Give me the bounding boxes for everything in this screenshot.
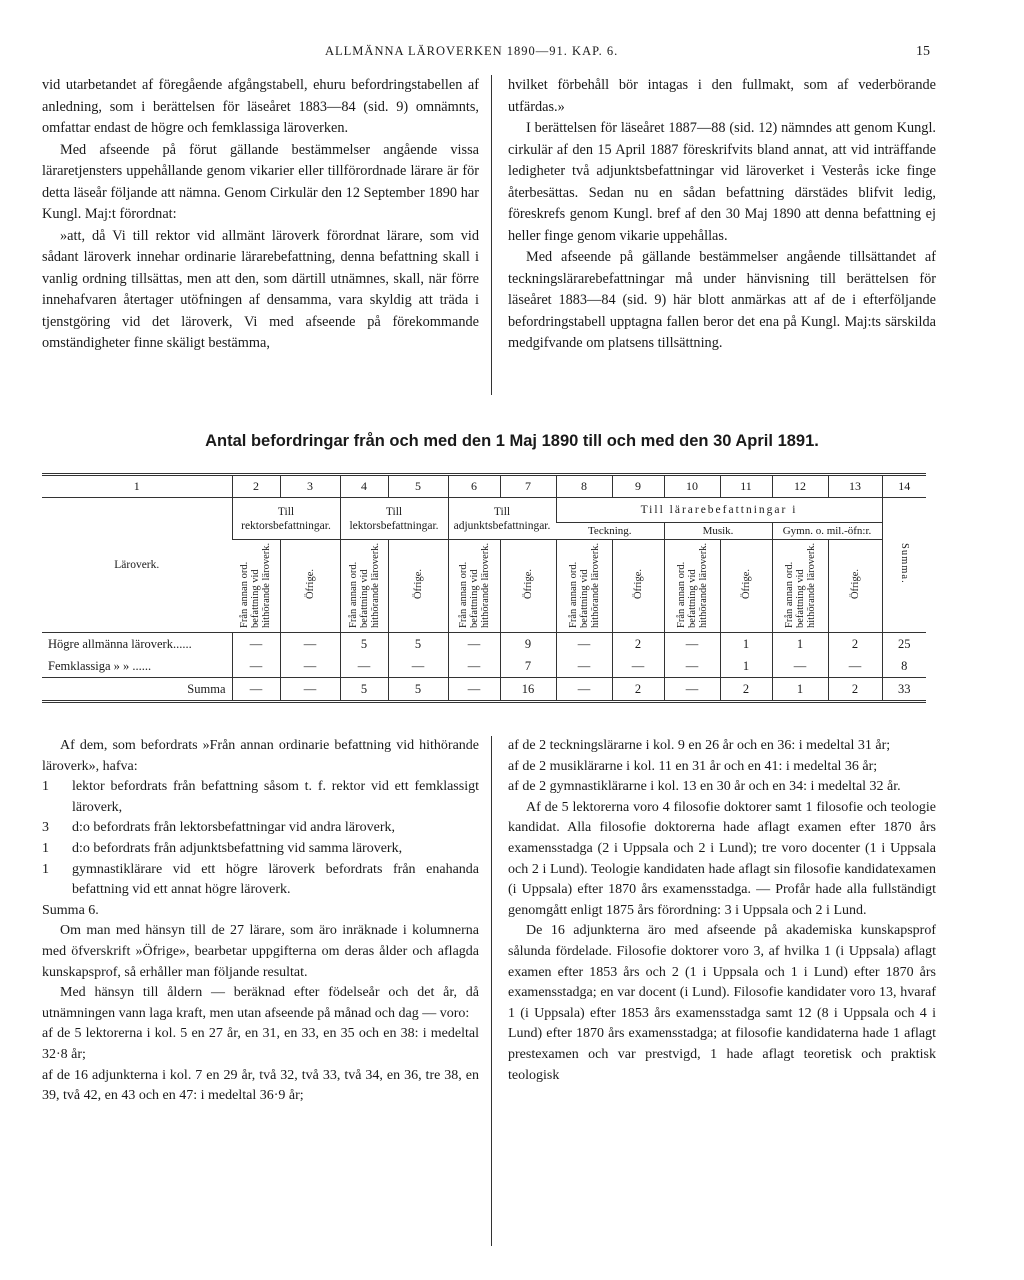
list-count: 1 bbox=[42, 840, 49, 856]
summa-line: Summa 6. bbox=[42, 902, 99, 918]
sub-gymn: Gymn. o. mil.-öfn:r. bbox=[772, 523, 882, 540]
cell: 7 bbox=[500, 655, 556, 678]
col-number: 11 bbox=[720, 475, 772, 498]
row-label: Högre allmänna läroverk...... bbox=[48, 636, 192, 651]
cell: — bbox=[280, 678, 340, 702]
cell: — bbox=[612, 655, 664, 678]
sub-teckning: Teckning. bbox=[556, 523, 664, 540]
cell: — bbox=[556, 633, 612, 656]
vh-ofrige bbox=[612, 540, 664, 633]
paragraph: I berättelsen för läseåret 1887—88 (sid. 12) nämndes att genom Kungl. cirkulär af den 15 April 1887 föreskrifvits bland annat, att vid inträffande ledigheter två adjunktsbefattningar vid läroverket i Vesterås icke finge återbesättas. Sedan nu en sådan befattning därstädes blifvit ledig, föreskrefs genom Kungl. bref af den 30 Maj 1890 att denna befattning ej heller finge genom vikarie uppehållas. bbox=[508, 120, 936, 244]
list-item bbox=[42, 777, 479, 818]
cell: — bbox=[340, 655, 388, 678]
stub-header: Läroverk. bbox=[42, 498, 232, 633]
bottom-left-column bbox=[42, 736, 479, 1107]
vh-from bbox=[772, 540, 828, 633]
vh-from bbox=[664, 540, 720, 633]
age-adjunkt: af de 16 adjunkterna i kol. 7 en 29 år, två 32, två 33, två 34, en 36, tre 38, en 39, två 42, en 43 och en 47: i medeltal 36·9 år; bbox=[42, 1067, 479, 1104]
cell: 25 bbox=[882, 633, 926, 656]
col-number: 3 bbox=[280, 475, 340, 498]
cell: — bbox=[448, 633, 500, 656]
paragraph: Af de 5 lektorerna voro 4 filosofie doktorer samt 1 filosofie och teologie kandidat. Alla filosofie doktorerna hade aflagt examen efter 1870 års examensstadga (2 i Uppsala och 2 i Lund); tre voro docenter (1 i Uppsala och 2 i Lund). Teologie kandidaten hade aflagt sin filosofie kandidatexamen (i Uppsala) efter 1870 års examensstadga. — Profår hade alla fullständigt genomgått enligt 1875 års förordning: 3 i Uppsala och 2 i Lund. bbox=[508, 799, 936, 918]
col-number: 10 bbox=[664, 475, 720, 498]
list-item bbox=[42, 839, 479, 860]
quoted-decree: »att, då Vi till rektor vid allmänt läroverk förordnat lärare, som vid sådant läroverk innehar ordinarie lärarebefattning, denna befattning skall i vanlig ordning tillsättas, men att den, som därtill utnämnes, skall, när förre innehafvaren återtager utöfningen af densamma, vara skyldig att träda i tjenstgöring vid det läroverk, Vi med afseende på förekommande omständigheter finne skäligt bestämma, bbox=[42, 227, 479, 351]
age-lektor: af de 5 lektorerna i kol. 5 en 27 år, en 31, en 33, en 35 och en 38: i medeltal 32·8 år; bbox=[42, 1026, 479, 1062]
column-divider bbox=[491, 736, 492, 1246]
vh-from-label: Från annan ord. befattning vid hithörande läroverk. bbox=[457, 542, 491, 628]
vh-from-label: Från annan ord. befattning vid hithörande läroverk. bbox=[347, 542, 381, 628]
bottom-right-column bbox=[508, 736, 936, 1086]
summa-header bbox=[882, 498, 926, 633]
paragraph: Med afseende på gällande bestämmelser angående tillsättandet af teckningslärarebefattningar må under hänvisning till berättelsen för läseåret 1883—84 (sid. 9) här blott anmärkas att af de i efterföljande befordringstabell upptagna fallen beror det ena på Kungl. Maj:ts särskilda medgifvande om platsens tillsättning. bbox=[508, 249, 936, 351]
col-number: 9 bbox=[612, 475, 664, 498]
group-lektors: Till lektorsbefattningar. bbox=[340, 498, 448, 540]
group-adjunkts: Till adjunktsbefattningar. bbox=[448, 498, 556, 540]
cell: 1 bbox=[720, 655, 772, 678]
vh-from-label: Från annan ord. befattning vid hithörande läroverk. bbox=[675, 542, 709, 628]
vh-ofrige-label: Öfrige. bbox=[632, 568, 644, 600]
cell: — bbox=[556, 678, 612, 702]
cell: 1 bbox=[772, 633, 828, 656]
cell: 1 bbox=[720, 633, 772, 656]
cell: 1 bbox=[772, 678, 828, 702]
top-left-column bbox=[42, 75, 479, 355]
vh-from bbox=[340, 540, 388, 633]
col-number: 1 bbox=[42, 475, 232, 498]
cell: 9 bbox=[500, 633, 556, 656]
vh-ofrige-label: Öfrige. bbox=[304, 568, 316, 600]
vh-from bbox=[232, 540, 280, 633]
cell: — bbox=[448, 655, 500, 678]
summa-header-label: Summa. bbox=[898, 542, 910, 584]
list-text: d:o befordrats från adjunktsbefattning vid samma läroverk, bbox=[72, 840, 403, 856]
paragraph: Af dem, som befordrats »Från annan ordinarie befattning vid hithörande läroverk», hafva: bbox=[42, 738, 479, 774]
list-text: d:o befordrats från lektorsbefattningar vid andra läroverk, bbox=[72, 820, 396, 836]
column-number-row bbox=[42, 475, 926, 498]
col-number: 8 bbox=[556, 475, 612, 498]
vh-ofrige-label: Öfrige. bbox=[412, 568, 424, 600]
column-divider bbox=[491, 75, 492, 395]
vh-from-label: Från annan ord. befattning vid hithörande läroverk. bbox=[567, 542, 601, 628]
vh-ofrige bbox=[828, 540, 882, 633]
cell: 2 bbox=[828, 633, 882, 656]
cell: — bbox=[388, 655, 448, 678]
list-item bbox=[42, 860, 479, 901]
cell: — bbox=[664, 633, 720, 656]
paragraph: Med hänsyn till åldern — beräknad efter födelseår och det år, då utnämningen vann laga kraft, men utan afseende på månad och dag — voro: bbox=[42, 985, 479, 1021]
cell: 5 bbox=[340, 678, 388, 702]
cell: — bbox=[448, 678, 500, 702]
col-number: 5 bbox=[388, 475, 448, 498]
table-row bbox=[42, 655, 926, 678]
cell: 2 bbox=[612, 678, 664, 702]
cell: — bbox=[828, 655, 882, 678]
col-number: 13 bbox=[828, 475, 882, 498]
vh-ofrige bbox=[500, 540, 556, 633]
cell: — bbox=[664, 655, 720, 678]
cell: 8 bbox=[882, 655, 926, 678]
cell: 2 bbox=[720, 678, 772, 702]
col-number: 7 bbox=[500, 475, 556, 498]
paragraph: Om man med hänsyn till de 27 lärare, som äro inräknade i kolumnerna med öfverskrift »Öfrige», bearbetar uppgifterna om deras ålder och aflagda kunskapsprof, så erhåller man följande resultat. bbox=[42, 923, 479, 980]
sub-musik: Musik. bbox=[664, 523, 772, 540]
vh-ofrige-label: Öfrige. bbox=[849, 568, 861, 600]
list-text: lektor befordrats från befattning såsom t. f. rektor vid ett femklassigt läroverk, bbox=[72, 779, 479, 815]
running-header bbox=[0, 44, 1024, 64]
vh-ofrige bbox=[388, 540, 448, 633]
col-number: 6 bbox=[448, 475, 500, 498]
cell: — bbox=[232, 655, 280, 678]
paragraph: vid utarbetandet af föregående afgångstabell, ehuru befordringstabellen af anledning, som i berättelsen för läseåret 1883—84 (sid. 9) omnämnts, omfattar endast de högre och femklassiga läroverken. bbox=[42, 77, 479, 136]
vh-from bbox=[448, 540, 500, 633]
cell: — bbox=[232, 678, 280, 702]
col-number: 2 bbox=[232, 475, 280, 498]
vh-ofrige-label: Öfrige. bbox=[740, 568, 752, 600]
vh-ofrige bbox=[280, 540, 340, 633]
age-teckning: af de 2 teckningslärarne i kol. 9 en 26 år och en 36: i medeltal 31 år; bbox=[508, 738, 891, 753]
vh-from-label: Från annan ord. befattning vid hithörande läroverk. bbox=[783, 542, 817, 628]
row-label: Femklassiga » » ...... bbox=[48, 658, 152, 673]
page-number: 15 bbox=[916, 44, 930, 59]
list-count: 1 bbox=[42, 861, 49, 877]
list-text: gymnastiklärare vid ett högre läroverk befordrats från enahanda befattning vid ett annat högre läroverk. bbox=[72, 861, 479, 898]
cell: — bbox=[772, 655, 828, 678]
cell: 5 bbox=[388, 678, 448, 702]
cell: 2 bbox=[828, 678, 882, 702]
cell: 2 bbox=[612, 633, 664, 656]
paragraph: Med afseende på förut gällande bestämmelser angående vissa läraretjensters uppehållande genom vikarier eller tillförordnade lärare är för detta läseår följande att nämna. Genom Cirkulär den 12 September 1890 har Kungl. Maj:t förordnat: bbox=[42, 141, 479, 222]
vh-from-label: Från annan ord. befattning vid hithörande läroverk. bbox=[239, 542, 273, 628]
cell: — bbox=[556, 655, 612, 678]
cell: — bbox=[280, 655, 340, 678]
table-row bbox=[42, 633, 926, 656]
age-gymn: af de 2 gymnastiklärarne i kol. 13 en 30 år och en 34: i medeltal 32 år. bbox=[508, 779, 901, 795]
cell: — bbox=[664, 678, 720, 702]
cell: 5 bbox=[388, 633, 448, 656]
paragraph: hvilket förbehåll bör intagas i den fullmakt, som af vederbörande utfärdas.» bbox=[508, 77, 936, 115]
top-right-column bbox=[508, 75, 936, 355]
list-count: 1 bbox=[42, 779, 49, 795]
cell: 5 bbox=[340, 633, 388, 656]
cell: — bbox=[280, 633, 340, 656]
cell: — bbox=[232, 633, 280, 656]
running-title: ALLMÄNNA LÄROVERKEN 1890—91. KAP. 6. bbox=[325, 44, 619, 58]
table-row-total bbox=[42, 678, 926, 702]
cell: 33 bbox=[882, 678, 926, 702]
col-number: 14 bbox=[882, 475, 926, 498]
col-number: 12 bbox=[772, 475, 828, 498]
row-label: Summa bbox=[42, 678, 232, 702]
list-item bbox=[42, 818, 479, 839]
vh-ofrige-label: Öfrige. bbox=[522, 568, 534, 600]
promotions-table bbox=[42, 473, 926, 703]
age-musik: af de 2 musiklärarne i kol. 11 en 31 år och en 41: i medeltal 36 år; bbox=[508, 758, 878, 774]
list-count: 3 bbox=[42, 820, 49, 836]
group-header-row bbox=[42, 498, 926, 523]
group-rektors: Till rektorsbefattningar. bbox=[232, 498, 340, 540]
vh-from bbox=[556, 540, 612, 633]
vh-ofrige bbox=[720, 540, 772, 633]
paragraph: De 16 adjunkterna äro med afseende på akademiska kunskapsprof sålunda fördelade. Filosofie doktorer voro 3, af hvilka 1 (i Uppsala) aflagt examen efter 1853 års och 2 (1 i Uppsala och 1 i Lund) efter 1870 års examensstadga; en var docent (i Lund). Filosofie kandidater voro 13, hvaraf 1 (i Uppsala) efter 1853 års examensstadga samt 12 (8 i Uppsala och 4 i Lund) efter 1870 års examensstadga; at filosofie kandidaterna hade 1 aflagt prestexamen och var prestvigd, 1 hade aflagt teoretisk och praktisk teologisk bbox=[508, 923, 936, 1083]
table-title: Antal befordringar från och med den 1 Maj 1890 till och med den 30 April 1891. bbox=[205, 432, 819, 450]
group-lararebef: Till lärarebefattningar i bbox=[556, 498, 882, 523]
cell: 16 bbox=[500, 678, 556, 702]
col-number: 4 bbox=[340, 475, 388, 498]
